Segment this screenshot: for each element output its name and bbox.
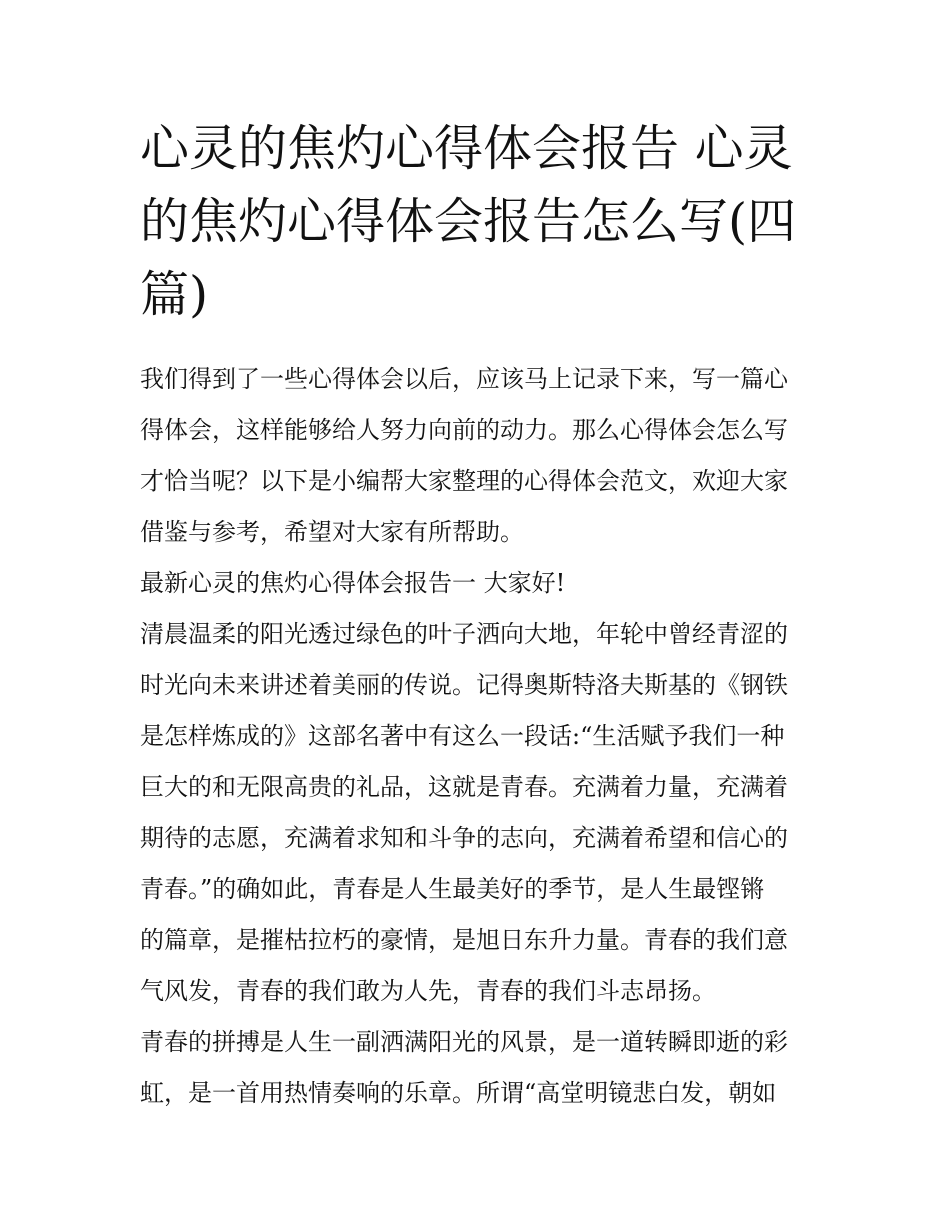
- intro-line: 借鉴与参考，希望对大家有所帮助。: [140, 518, 524, 546]
- paragraph-line: 时光向未来讲述着美丽的传说。记得奥斯特洛夫斯基的《钢铁: [140, 671, 788, 699]
- section-heading: 最新心灵的焦灼心得体会报告一 大家好!: [140, 569, 566, 597]
- document-title: [140, 112, 820, 331]
- intro-line: 得体会，这样能够给人努力向前的动力。那么心得体会怎么写: [140, 416, 788, 444]
- paragraph-line: 清晨温柔的阳光透过绿色的叶子洒向大地，年轮中曾经青涩的: [140, 620, 788, 648]
- paragraph-line: 气风发，青春的我们敢为人先，青春的我们斗志昂扬。: [140, 977, 716, 1005]
- title-line: 心灵的焦灼心得体会报告 心灵: [140, 120, 793, 177]
- intro-line: 我们得到了一些心得体会以后，应该马上记录下来，写一篇心: [140, 365, 788, 393]
- paragraph-line: 青春的拼搏是人生一副洒满阳光的风景，是一道转瞬即逝的彩: [140, 1028, 788, 1056]
- paragraph-line: 的篇章，是摧枯拉朽的豪情，是旭日东升力量。青春的我们意: [140, 926, 788, 954]
- title-line: 篇): [140, 266, 209, 323]
- intro-line: 才恰当呢？以下是小编帮大家整理的心得体会范文，欢迎大家: [140, 467, 788, 495]
- document-body: [140, 354, 820, 1119]
- paragraph-line: 是怎样炼成的》这部名著中有这么一段话:“生活赋予我们一种: [140, 722, 785, 750]
- paragraph-line: 虹，是一首用热情奏响的乐章。所谓“高堂明镜悲白发，朝如: [140, 1079, 777, 1107]
- title-line: 的焦灼心得体会报告怎么写(四: [140, 193, 797, 250]
- paragraph-line: 巨大的和无限高贵的礼品，这就是青春。充满着力量，充满着: [140, 773, 788, 801]
- paragraph-line: 青春。”的确如此，青春是人生最美好的季节，是人生最铿锵: [140, 875, 765, 903]
- paragraph-line: 期待的志愿，充满着求知和斗争的志向，充满着希望和信心的: [140, 824, 788, 852]
